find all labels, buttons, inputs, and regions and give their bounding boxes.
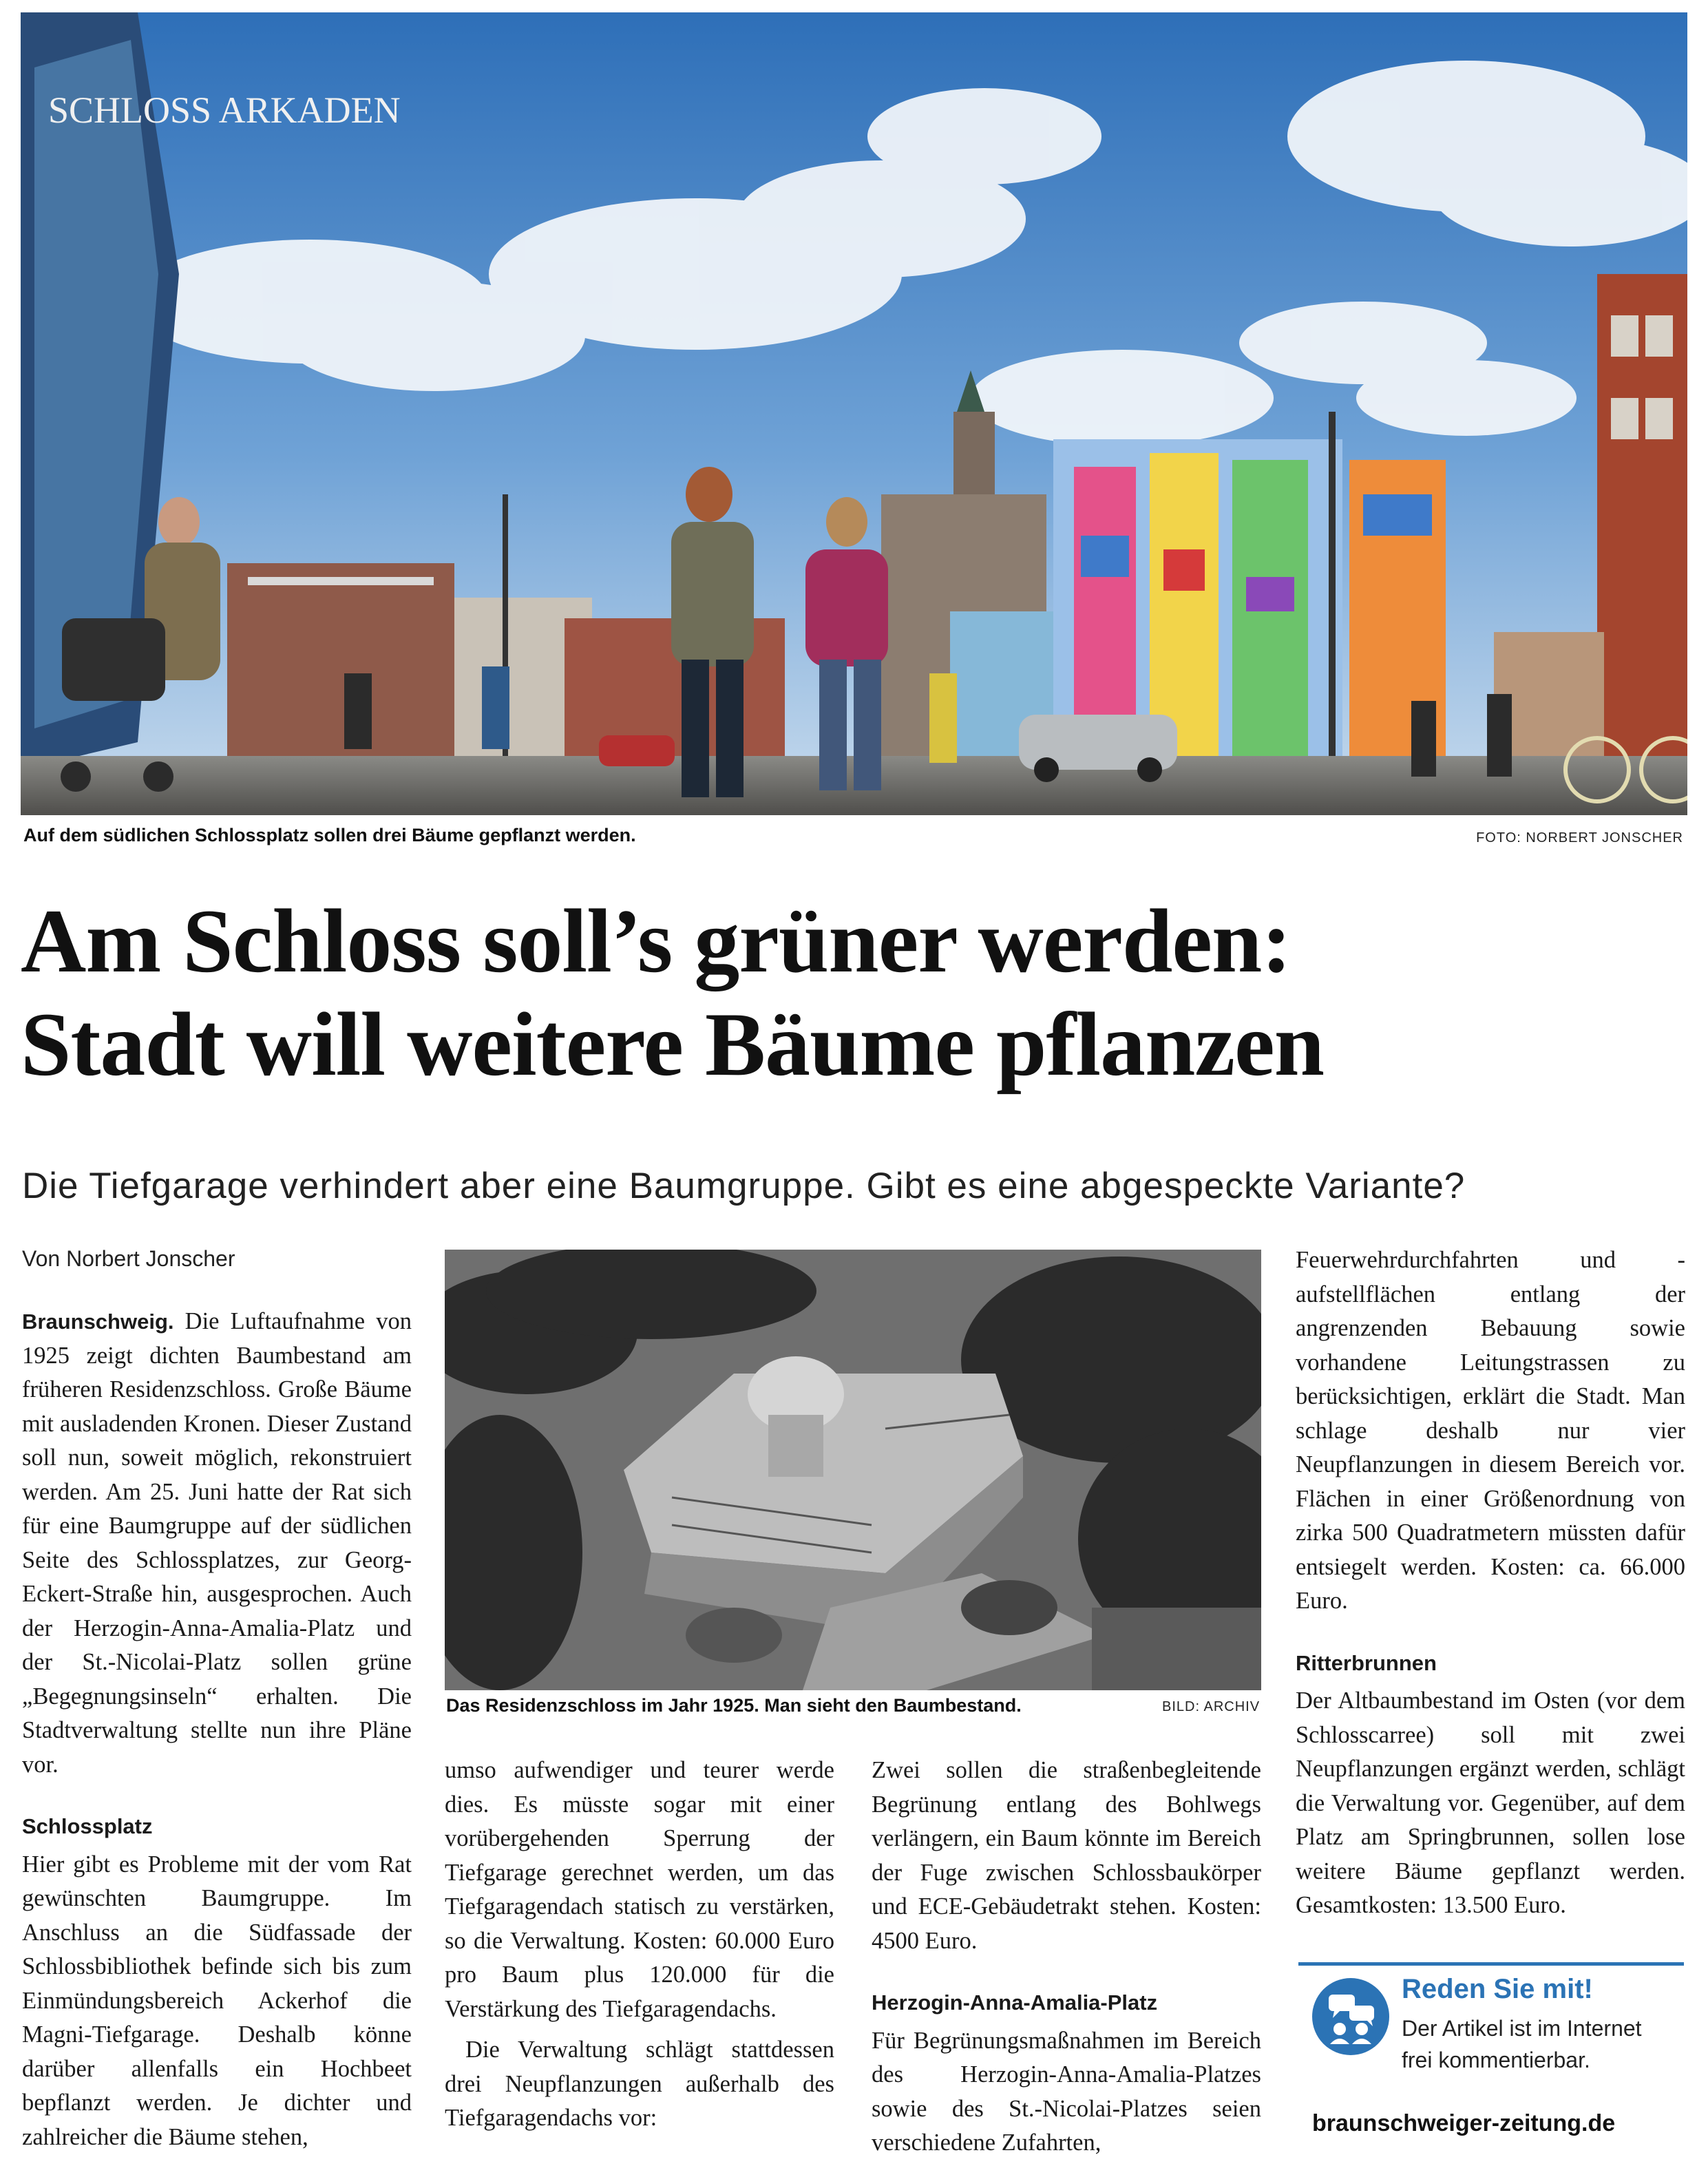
col1-paragraph-1: Die Luftaufnahme von 1925 zeigt dichten Baumbestand am früheren Residenzschloss. Große Bäume mit ausladenden Kronen. Dieser Zustand soll nun, soweit möglich, rekonstruiert werden. Am 25. Juni hatte der Rat sich für eine Baumgruppe auf der südlichen Seite des Schlossplatzes, zur Georg-Eckert-Straße hin, ausgesprochen. Auch der Herzogin-Anna-Amalia-Platz und der St.-Nicolai-Platz sollen grüne „Begegnungsinseln“ erhalten. Die Stadtverwaltung stellte nun ihre Pläne vor. [22, 1308, 412, 1778]
article-column-3 [872, 1754, 1261, 2160]
col4-paragraph-1: Feuerwehrdurchfahrten und -aufstellflächen entlang der angrenzenden Bebauung sowie vorhandene Leitungstrassen zu berücksichtigen, erklärt die Stadt. Man schlage deshalb nur vier Neupflanzungen in diesem Bereich vor. Flächen in einer Größenordnung von zirka 500 Quadratmetern müssten dafür entsiegelt werden. Kosten: ca. 66.000 Euro. [1296, 1247, 1685, 1614]
col3-paragraph-2: Für Begrünungsmaßnahmen im Bereich des Herzogin-Anna-Amalia-Platzes sowie des St.-Nicolai-Platzes seien verschiedene Zufahrten, [872, 2027, 1261, 2156]
promo-title: Reden Sie mit! [1402, 1974, 1593, 2004]
headline-line-1: Am Schloss soll’s grüner werden: [21, 890, 1291, 991]
subhead-herzogin-anna-amalia-platz: Herzogin-Anna-Amalia-Platz [872, 1990, 1158, 2015]
col2-paragraph-2: Die Verwaltung schlägt stattdessen drei Neupflanzungen außerhalb des Tiefgaragendachs vor: [445, 2037, 834, 2131]
subhead-schlossplatz: Schlossplatz [22, 1814, 153, 1838]
comment-promo-box [1298, 1962, 1684, 2165]
article-column-4 [1296, 1243, 1685, 1923]
promo-url-link[interactable]: braunschweiger-zeitung.de [1312, 2110, 1616, 2136]
article-column-1 [22, 1305, 412, 2154]
headline-line-2: Stadt will weitere Bäume pflanzen [21, 993, 1325, 1095]
col4-paragraph-2: Der Altbaumbestand im Osten (vor dem Schlosscarree) soll mit zwei Neupflanzungen ergänzt werden, schlägt die Verwaltung vor. Gegenüber, auf dem Platz am Springbrunnen, sollen lose weitere Bäume gepflanzt werden. Gesamtkosten: 13.500 Euro. [1296, 1687, 1685, 1918]
article-column-2 [445, 1754, 834, 2136]
col1-paragraph-2: Hier gibt es Probleme mit der vom Rat gewünschten Baumgruppe. Im Anschluss an die Südfassade der Schlossbibliothek befinde sich bis zum Einmündungsbereich Ackerhof die Magni-Tiefgarage. Deshalb könne darüber allenfalls ein Hochbeet bepflanzt werden. Je dichter und zahlreicher die Bäume stehen, [22, 1851, 412, 2150]
chat-bubbles-icon [1312, 1978, 1389, 2055]
sign-text: SCHLOSS ARKADEN [48, 90, 401, 131]
subhead-ritterbrunnen: Ritterbrunnen [1296, 1650, 1437, 1675]
headline [21, 890, 1694, 1096]
col2-paragraph-1: umso aufwendiger und teurer werde dies. Es müsste sogar mit einer vorübergehenden Sperrung der Tiefgarage gerechnet werden, um das Tiefgaragendach statisch zu verstärken, so die Verwaltung. Kosten: 60.000 Euro pro Baum plus 120.000 für die Verstärkung des Tiefgaragendachs. [445, 1757, 834, 2022]
col3-paragraph-1: Zwei sollen die straßenbegleitende Begrünung entlang des Bohlwegs verlängern, ein Baum könnte im Bereich der Fuge zwischen Schlossbaukörper und ECE-Gebäudetrakt stehen. Kosten: 4500 Euro. [872, 1757, 1261, 1954]
hero-caption: Auf dem südlichen Schlossplatz sollen drei Bäume gepflanzt werden. [23, 825, 636, 845]
hero-credit: FOTO: NORBERT JONSCHER [1476, 830, 1683, 845]
byline: Von Norbert Jonscher [22, 1246, 235, 1271]
hero-photo [21, 12, 1687, 815]
archive-caption: Das Residenzschloss im Jahr 1925. Man sieht den Baumbestand. [446, 1695, 1022, 1716]
promo-text: Der Artikel ist im Internet frei kommentierbar. [1402, 2016, 1642, 2072]
archive-photo [445, 1250, 1261, 1690]
dateline: Braunschweig. [22, 1310, 174, 1334]
subheadline: Die Tiefgarage verhindert aber eine Baumgruppe. Gibt es eine abgespeckte Variante? [22, 1166, 1466, 1206]
archive-credit: BILD: ARCHIV [1162, 1699, 1261, 1714]
